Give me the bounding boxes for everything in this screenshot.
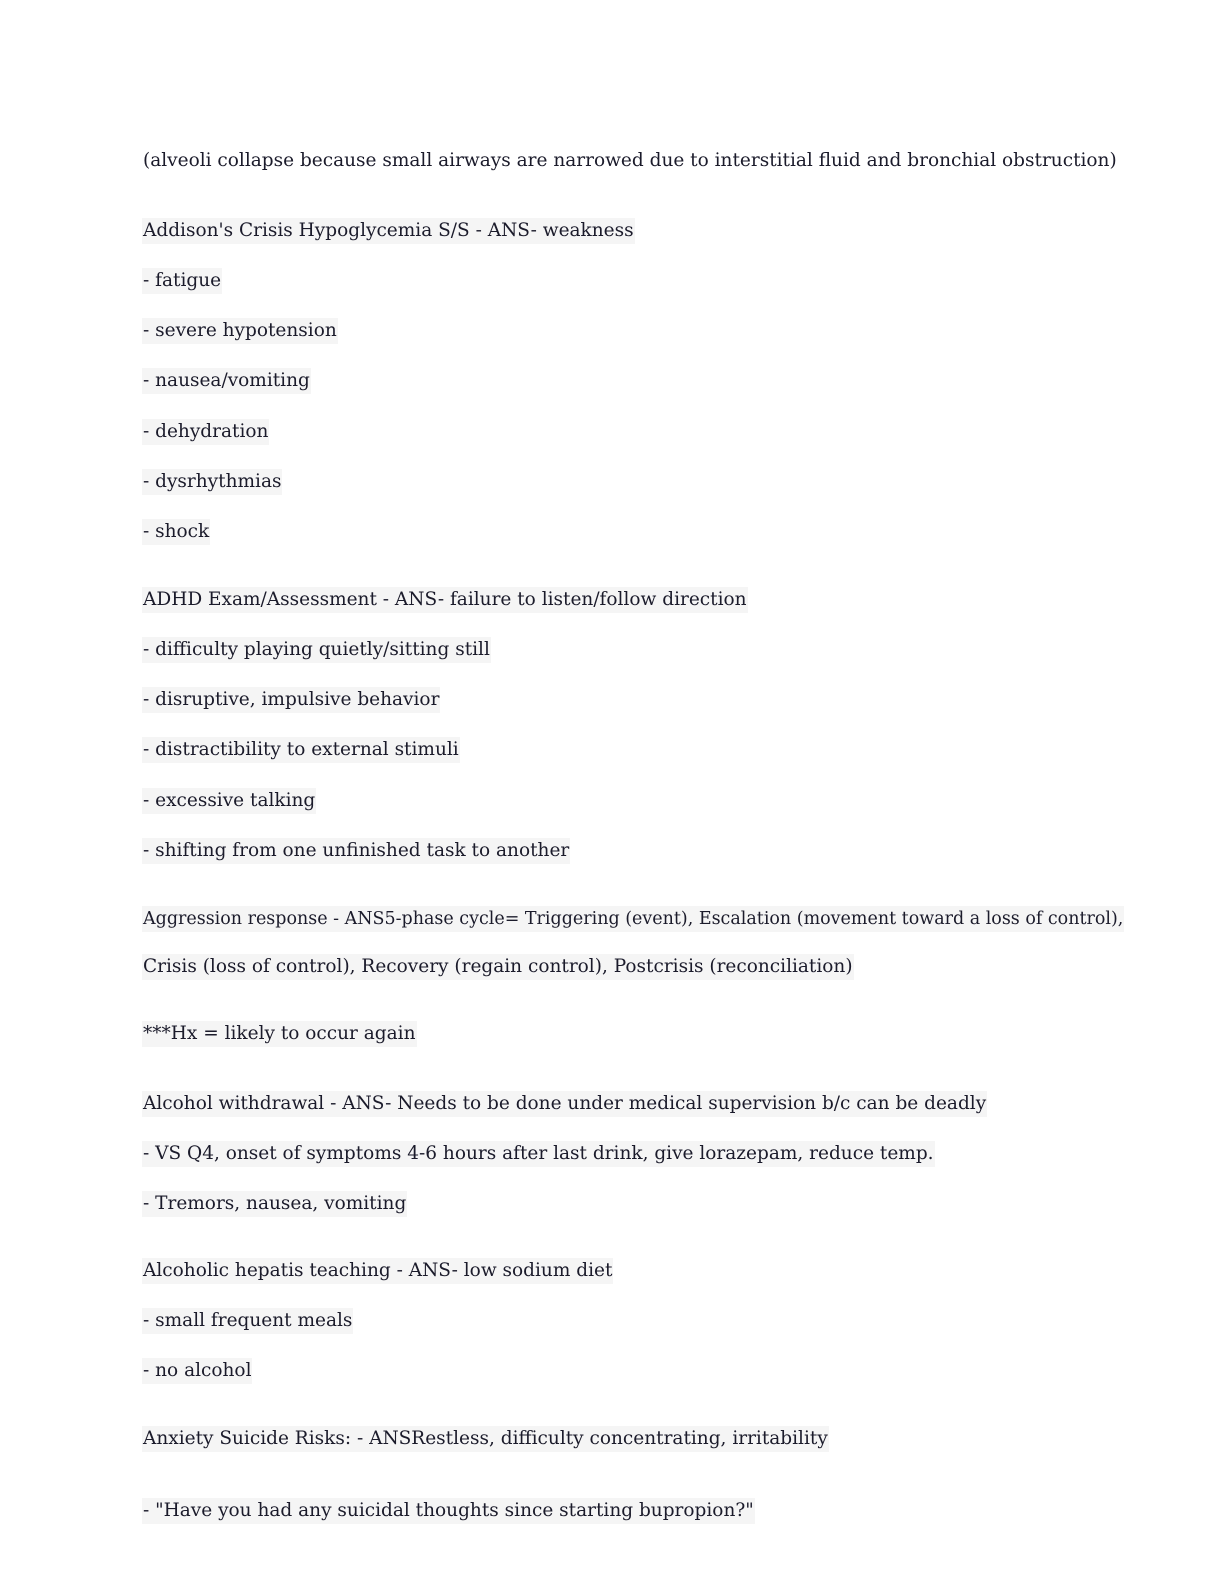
list-item: - fatigue [142, 268, 222, 294]
list-item: - distractibility to external stimuli [142, 737, 460, 763]
list-item: - "Have you had any suicidal thoughts since starting bupropion?" [142, 1498, 755, 1524]
list-item: - excessive talking [142, 788, 316, 814]
list-item: - no alcohol [142, 1358, 252, 1384]
text-line: (alveoli collapse because small airways are narrowed due to interstitial fluid and bronchial obstruction) [143, 150, 1117, 171]
entry-heading: Anxiety Suicide Risks: - ANSRestless, difficulty concentrating, irritability [142, 1426, 829, 1452]
list-item: - shock [142, 519, 210, 545]
list-item: - difficulty playing quietly/sitting still [142, 637, 491, 663]
list-item: - Tremors, nausea, vomiting [142, 1191, 407, 1217]
list-item: - shifting from one unfinished task to another [142, 838, 570, 864]
list-item: - nausea/vomiting [142, 368, 311, 394]
list-item: - dehydration [142, 419, 269, 445]
list-item: - disruptive, impulsive behavior [142, 687, 440, 713]
list-item: - severe hypotension [142, 318, 338, 344]
entry-heading: Alcoholic hepatis teaching - ANS- low sodium diet [142, 1258, 613, 1284]
entry-heading: Aggression response - ANS5-phase cycle= Triggering (event), Escalation (movement toward a loss of control), [142, 906, 1124, 932]
note-line: ***Hx = likely to occur again [142, 1021, 417, 1047]
list-item: - dysrhythmias [142, 469, 282, 495]
list-item: - VS Q4, onset of symptoms 4-6 hours after last drink, give lorazepam, reduce temp. [142, 1141, 935, 1167]
list-item: - small frequent meals [142, 1308, 353, 1334]
entry-heading: Addison's Crisis Hypoglycemia S/S - ANS- weakness [142, 218, 635, 244]
entry-heading: ADHD Exam/Assessment - ANS- failure to listen/follow direction [142, 587, 748, 613]
text-line: Crisis (loss of control), Recovery (regain control), Postcrisis (reconciliation) [142, 954, 854, 980]
entry-heading: Alcohol withdrawal - ANS- Needs to be done under medical supervision b/c can be deadly [142, 1091, 987, 1117]
